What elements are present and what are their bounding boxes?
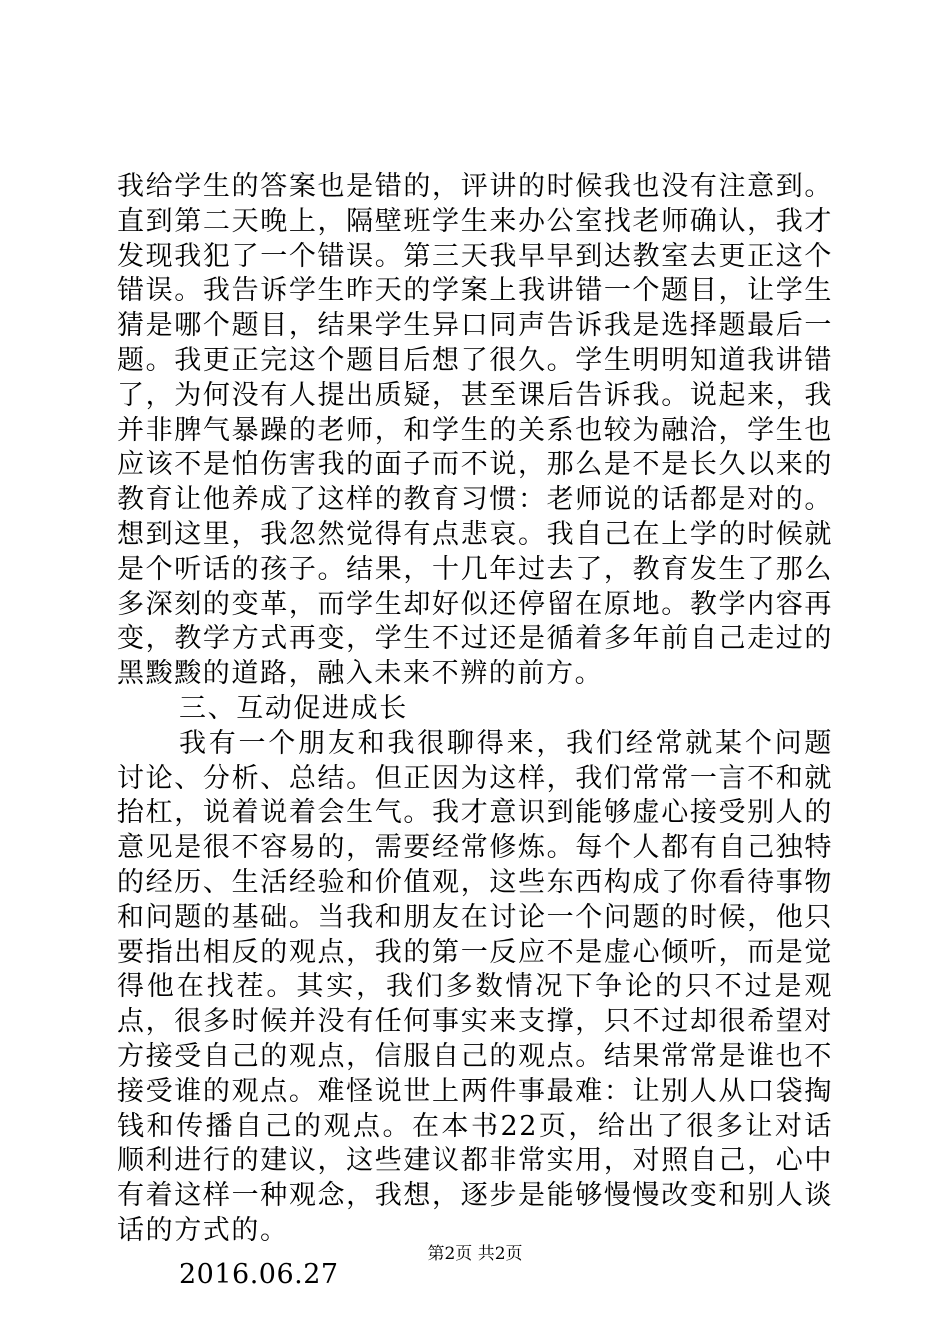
document-date: 2016.06.27 [179, 1258, 339, 1290]
body-paragraph: 我有一个朋友和我很聊得来，我们经常就某个问题讨论、分析、总结。但正因为这样，我们常常一言不和就抬杠，说着说着会生气。我才意识到能够虚心接受别人的意见是很不容易的，需要经常修炼。每个人都有自己独特的经历、生活经验和价值观，这些东西构成了你看待事物和问题的基础。当我和朋友在讨论一个问题的时候，他只要指出相反的观点，我的第一反应不是虚心倾听，而是觉得他在找茬。其实，我们多数情况下争论的只不过是观点，很多时候并没有任何事实来支撑，只不过却很希望对方接受自己的观点，信服自己的观点。结果常常是谁也不接受谁的观点。难怪说世上两件事最难：让别人从口袋掏钱和传播自己的观点。在本书22页，给出了很多让对话顺利进行的建议，这些建议都非常实用，对照自己，心中有着这样一种观念，我想，逐步是能够慢慢改变和别人谈话的方式的。 [117, 727, 833, 1246]
body-paragraph: 我给学生的答案也是错的，评讲的时候我也没有注意到。直到第二天晚上，隔壁班学生来办公室找老师确认，我才发现我犯了一个错误。第三天我早早到达教室去更正这个错误。我告诉学生昨天的学案上我讲错一个题目，让学生猜是哪个题目，结果学生异口同声告诉我是选择题最后一题。我更正完这个题目后想了很久。学生明明知道我讲错了，为何没有人提出质疑，甚至课后告诉我。说起来，我并非脾气暴躁的老师，和学生的关系也较为融洽，学生也应该不是怕伤害我的面子而不说，那么是不是长久以来的教育让他养成了这样的教育习惯：老师说的话都是对的。想到这里，我忽然觉得有点悲哀。我自己在上学的时候就是个听话的孩子。结果，十几年过去了，教育发生了那么多深刻的变革，而学生却好似还停留在原地。教学内容再变，教学方式再变，学生不过还是循着多年前自己走过的黑黢黢的道路，融入未来不辨的前方。 [117, 171, 833, 690]
page-number-footer: 第2页 共2页 [427, 1244, 523, 1264]
section-heading: 三、互动促进成长 [179, 692, 408, 724]
document-body [117, 170, 833, 1293]
